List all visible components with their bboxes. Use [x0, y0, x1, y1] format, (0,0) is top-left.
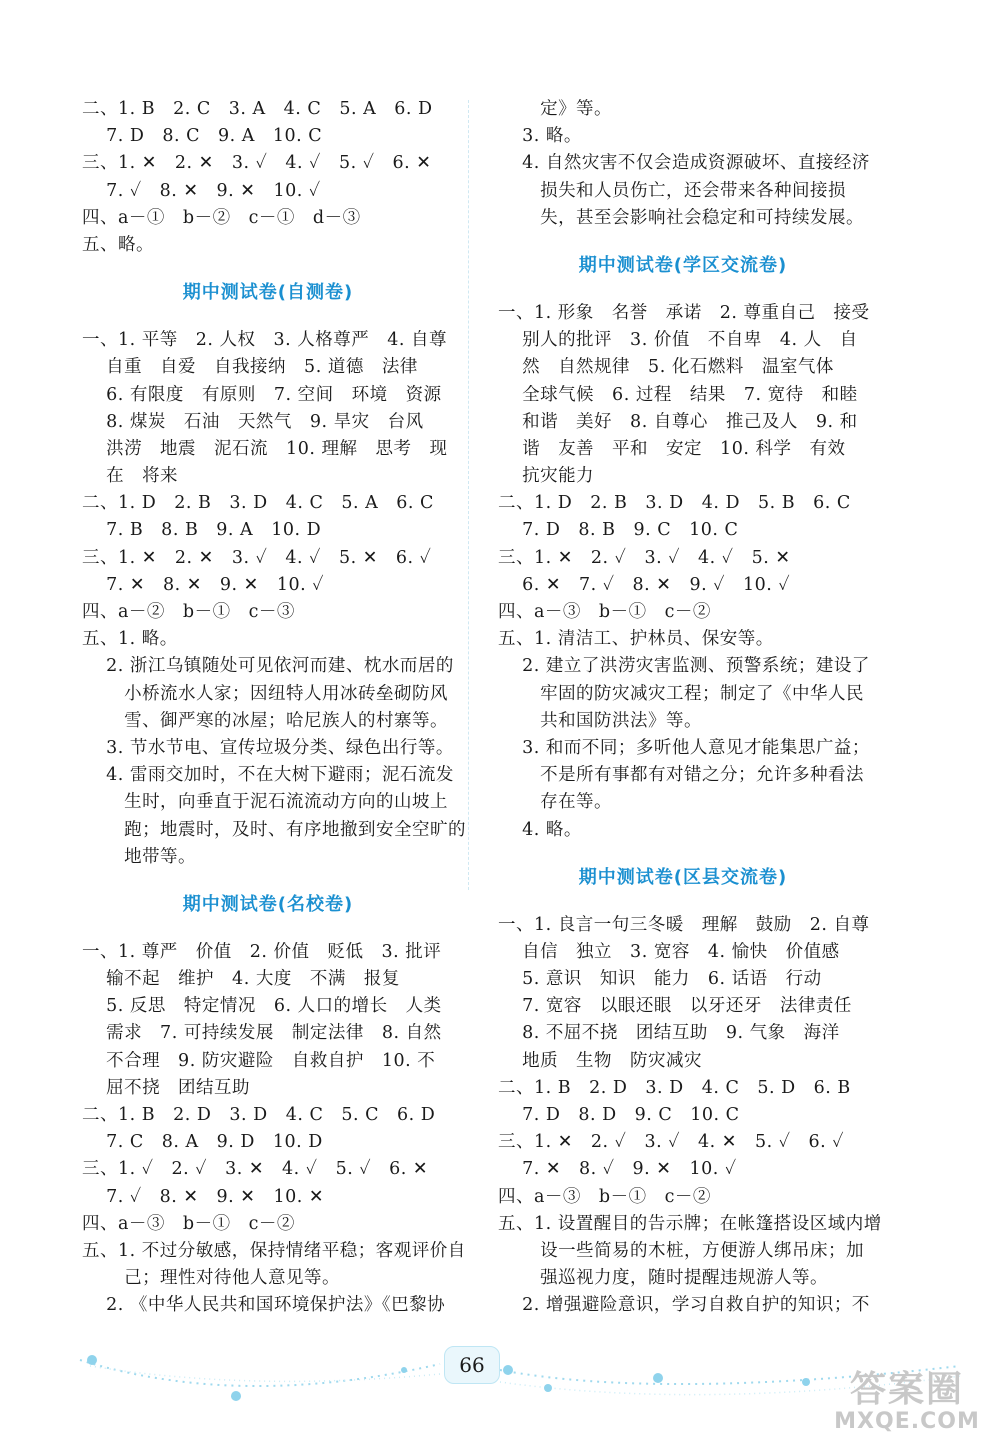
answer-block-1	[498, 96, 868, 232]
answer-line: 四、a－① b－② c－① d－③	[82, 207, 361, 228]
answer-block-2	[498, 300, 868, 844]
page-number: 66	[459, 1353, 485, 1377]
answer-line: 五、1. 不过分敏感，保持情绪平稳；客观评价自	[82, 1240, 466, 1261]
answer-line: 跑；地震时，及时、有序地撤到安全空旷的	[82, 819, 467, 840]
answer-line: 五、略。	[82, 234, 154, 255]
answer-block-2	[82, 327, 467, 871]
right-column	[498, 96, 882, 1320]
answer-line: 4. 略。	[498, 819, 582, 840]
section-title-self-test: 期中测试卷(自测卷)	[182, 282, 354, 304]
footer-dot	[87, 1355, 97, 1365]
answer-line: 4. 自然灾害不仅会造成资源破坏、直接经济	[498, 153, 870, 174]
answer-line: 7. ✕ 8. ✕ 9. ✕ 10. ✓	[82, 574, 325, 595]
answer-line: 生时，向垂直于泥石流流动方向的山坡上	[82, 792, 449, 813]
answer-line: 自重 自爱 自我接纳 5. 道德 法律	[82, 357, 418, 378]
answer-line: 7. ✓ 8. ✕ 9. ✕ 10. ✓	[82, 180, 321, 201]
footer-dot	[503, 1365, 513, 1375]
answer-line: 存在等。	[498, 792, 613, 813]
answer-line: 屈不挠 团结互助	[82, 1077, 251, 1098]
answer-line: 二、1. B 2. D 3. D 4. C 5. C 6. D	[82, 1105, 436, 1125]
answer-line: 小桥流水人家；因纽特人用冰砖垒砌防风	[82, 683, 449, 704]
answer-line: 二、1. B 2. D 3. D 4. C 5. D 6. B	[498, 1077, 851, 1098]
answer-line: 然 自然规律 5. 化石燃料 温室气体	[498, 357, 834, 378]
answer-line: 三、1. ✕ 2. ✓ 3. ✓ 4. ✓ 5. ✕	[498, 547, 791, 568]
answer-line: 2. 《中华人民共和国环境保护法》《巴黎协	[82, 1295, 446, 1316]
answer-line: 洪涝 地震 泥石流 10. 理解 思考 现	[82, 438, 448, 459]
answer-line: 四、a－③ b－① c－②	[82, 1213, 295, 1234]
answer-line: 二、1. D 2. B 3. D 4. C 5. A 6. C	[82, 493, 434, 514]
answer-line: 共和国防洪法》等。	[498, 710, 703, 731]
answer-line: 三、1. ✓ 2. ✓ 3. ✕ 4. ✓ 5. ✓ 6. ✕	[82, 1159, 429, 1180]
answer-line: 7. B 8. B 9. A 10. D	[82, 520, 322, 541]
answer-line: 在 将来	[82, 466, 179, 487]
answer-line: 雪、御严寒的冰屋；哈尼族人的村寨等。	[82, 710, 449, 731]
section-title-school-district: 期中测试卷(学区交流卷)	[578, 254, 788, 276]
answer-line: 定》等。	[498, 99, 613, 119]
answer-line: 失，甚至会影响社会稳定和可持续发展。	[498, 207, 865, 228]
section-title-county: 期中测试卷(区县交流卷)	[578, 866, 788, 888]
answer-block-1	[82, 96, 454, 259]
answer-line: 地质 生物 防灾减灾	[498, 1050, 703, 1071]
answer-line: 五、1. 清洁工、护林员、保安等。	[498, 629, 774, 650]
answer-line: 2. 建立了洪涝灾害监测、预警系统；建设了	[498, 656, 870, 677]
answer-line: 7. D 8. B 9. C 10. C	[498, 520, 739, 541]
answer-line: 自信 独立 3. 宽容 4. 愉快 价值感	[498, 941, 840, 962]
watermark-text: 答案圈	[849, 1369, 964, 1410]
answer-line: 不合理 9. 防灾避险 自救自护 10. 不	[82, 1050, 436, 1071]
answer-line: 三、1. ✕ 2. ✕ 3. ✓ 4. ✓ 5. ✓ 6. ✕	[82, 153, 432, 174]
answer-line: 8. 煤炭 石油 天然气 9. 旱灾 台风	[82, 411, 424, 432]
answer-line: 7. ✓ 8. ✕ 9. ✕ 10. ✕	[82, 1186, 325, 1207]
answer-line: 7. D 8. D 9. C 10. C	[498, 1105, 740, 1125]
answer-line: 4. 雷雨交加时，不在大树下避雨；泥石流发	[82, 765, 454, 786]
answer-line: 二、1. B 2. C 3. A 4. C 5. A 6. D	[82, 99, 433, 119]
footer-dot	[401, 1367, 407, 1373]
footer-dot	[802, 1378, 810, 1386]
answer-line: 2. 增强避险意识，学习自救自护的知识；不	[498, 1295, 870, 1316]
answer-line: 6. 有限度 有原则 7. 空间 环境 资源	[82, 384, 442, 405]
answer-line: 损失和人员伤亡，还会带来各种间接损	[498, 180, 847, 201]
answer-line: 7. 宽容 以眼还眼 以牙还牙 法律责任	[498, 996, 852, 1017]
section-title-famous-school: 期中测试卷(名校卷)	[182, 893, 354, 915]
answer-line: 地带等。	[82, 846, 197, 867]
answer-line: 6. ✕ 7. ✓ 8. ✕ 9. ✓ 10. ✓	[498, 574, 791, 595]
answer-line: 四、a－③ b－① c－②	[498, 1186, 711, 1207]
answer-line: 一、1. 尊严 价值 2. 价值 贬低 3. 批评	[82, 941, 442, 962]
answer-line: 8. 不屈不挠 团结互助 9. 气象 海洋	[498, 1023, 840, 1044]
answer-line: 别人的批评 3. 价值 不自卑 4. 人 自	[498, 330, 858, 351]
dotted-wave-left	[80, 1360, 440, 1386]
answer-line: 抗灾能力	[498, 466, 595, 487]
answer-line: 7. C 8. A 9. D 10. D	[82, 1132, 323, 1153]
answer-line: 牢固的防灾减灾工程；制定了《中华人民	[498, 683, 865, 704]
answer-line: 二、1. D 2. B 3. D 4. D 5. B 6. C	[498, 493, 851, 514]
answer-line: 3. 和而不同；多听他人意见才能集思广益；	[498, 737, 870, 758]
answer-line: 7. D 8. C 9. A 10. C	[82, 126, 323, 147]
answer-line: 一、1. 形象 名誉 承诺 2. 尊重自己 接受	[498, 302, 870, 323]
answer-line: 7. ✕ 8. ✓ 9. ✕ 10. ✓	[498, 1159, 737, 1180]
answer-block-3	[82, 939, 466, 1320]
answer-line: 设一些简易的木桩，方便游人绑吊床；加	[498, 1240, 865, 1261]
watermark-url: MXQE.COM	[834, 1409, 980, 1434]
answer-line: 5. 反思 特定情况 6. 人口的增长 人类	[82, 996, 442, 1017]
answer-line: 谐 友善 平和 安定 10. 科学 有效	[498, 438, 846, 459]
footer-dot	[544, 1384, 552, 1392]
answer-line: 全球气候 6. 过程 结果 7. 宽待 和睦	[498, 384, 858, 405]
answer-line: 己；理性对待他人意见等。	[82, 1268, 341, 1289]
column-divider	[468, 100, 469, 890]
left-column	[82, 96, 467, 1320]
answer-block-3	[498, 912, 882, 1320]
answer-line: 5. 意识 知识 能力 6. 话语 行动	[498, 969, 822, 990]
footer-dot	[653, 1373, 663, 1383]
dotted-wave-left-2	[90, 1366, 440, 1381]
answer-line: 2. 浙江乌镇随处可见依河而建、枕水而居的	[82, 656, 454, 677]
watermark-logo	[818, 1370, 996, 1436]
answer-line: 强巡视力度，随时提醒违规游人等。	[498, 1268, 829, 1289]
answer-line: 不是所有事都有对错之分；允许多种看法	[498, 765, 865, 786]
answer-line: 3. 略。	[498, 126, 582, 147]
answer-line: 三、1. ✕ 2. ✓ 3. ✓ 4. ✕ 5. ✓ 6. ✓	[498, 1132, 845, 1153]
answer-line: 一、1. 良言一句三冬暖 理解 鼓励 2. 自尊	[498, 914, 870, 935]
answer-line: 三、1. ✕ 2. ✕ 3. ✓ 4. ✓ 5. ✕ 6. ✓	[82, 547, 432, 568]
answer-line: 和谐 美好 8. 自尊心 推己及人 9. 和	[498, 411, 858, 432]
answer-line: 需求 7. 可持续发展 制定法律 8. 自然	[82, 1023, 442, 1044]
answer-line: 一、1. 平等 2. 人权 3. 人格尊严 4. 自尊	[82, 330, 448, 351]
answer-line: 四、a－③ b－① c－②	[498, 602, 711, 622]
answer-line: 五、1. 设置醒目的告示牌；在帐篷搭设区域内增	[498, 1213, 882, 1234]
answer-line: 输不起 维护 4. 大度 不满 报复	[82, 969, 400, 990]
answer-line: 四、a－② b－① c－③	[82, 602, 295, 622]
answer-line: 五、1. 略。	[82, 629, 178, 650]
footer-dot	[231, 1391, 241, 1401]
answer-line: 3. 节水节电、宣传垃圾分类、绿色出行等。	[82, 737, 454, 758]
